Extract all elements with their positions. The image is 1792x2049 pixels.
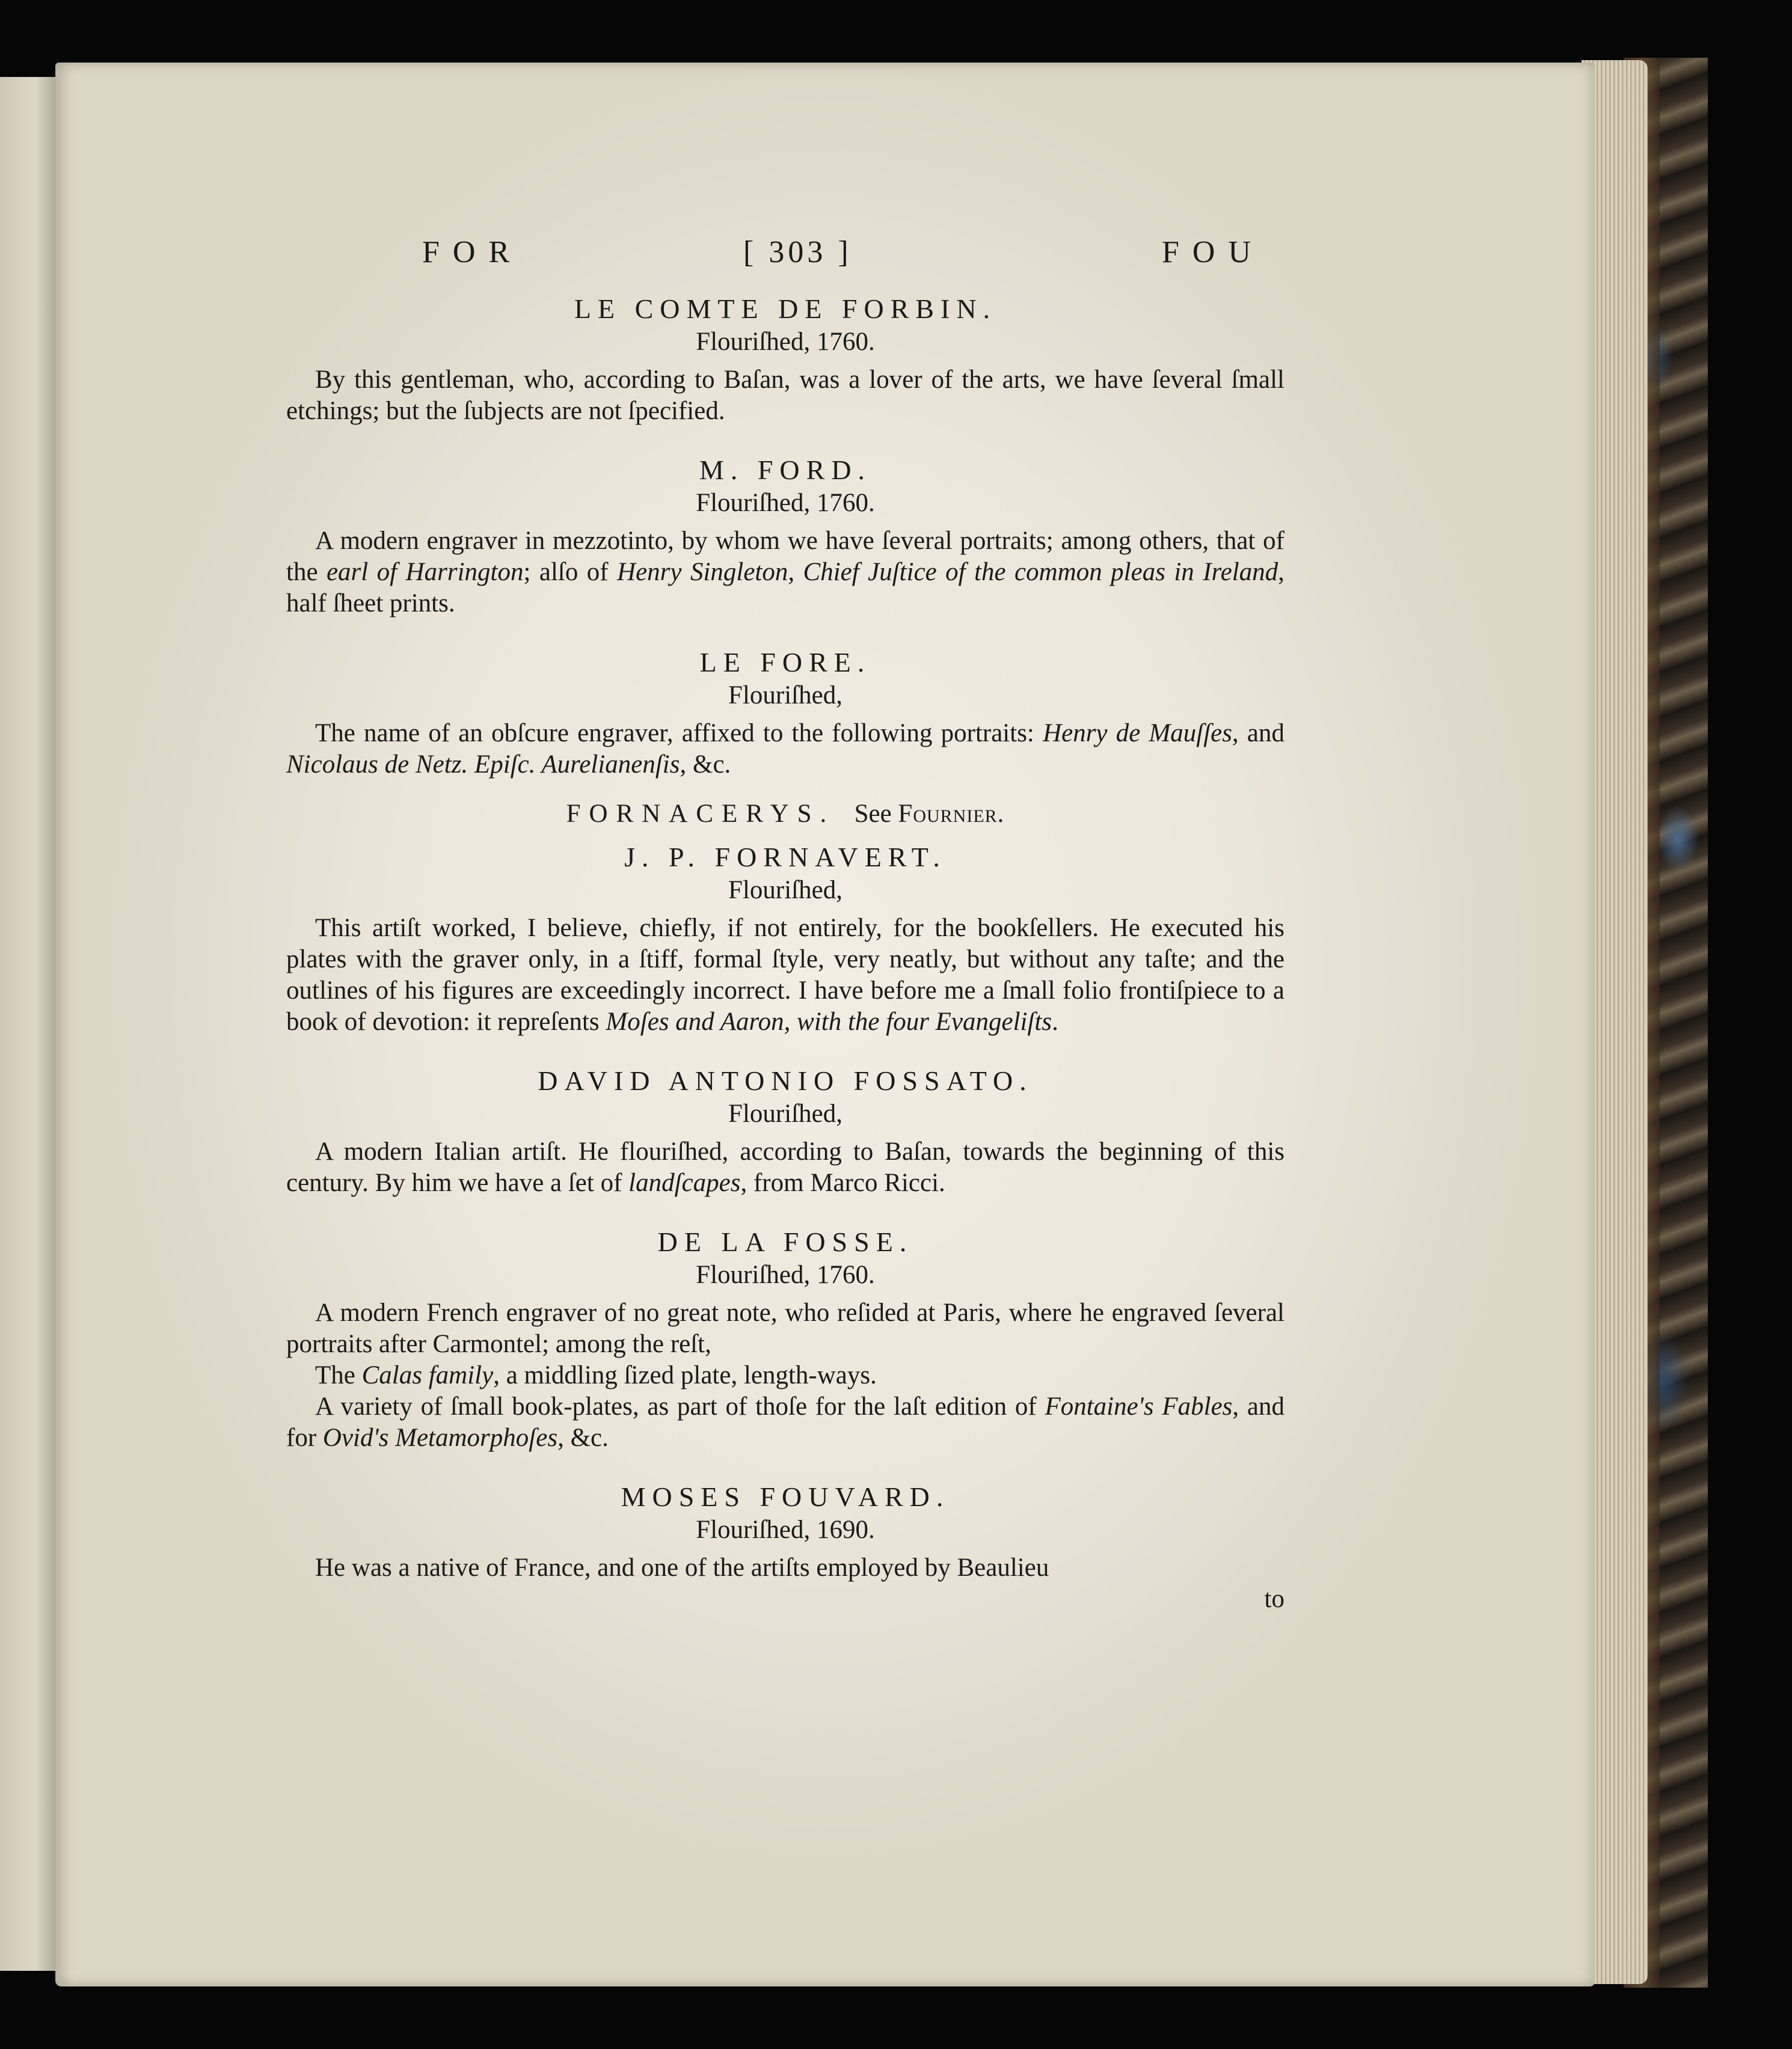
entry-text: A modern Italian artiſt. He flouriſhed, according to Baſan, towards the beginning of this century. By him we have a ſet of landſcapes, from Marco Ricci.: [286, 1138, 1284, 1197]
see-label: See: [854, 800, 892, 828]
facing-page-edge: [0, 77, 59, 1971]
entry-flourished: Flouriſhed,: [728, 876, 842, 904]
entry-heading: MOSES FOUVARD.: [621, 1481, 950, 1512]
entry-text-item: A variety of ſmall book-plates, as part of thoſe for the laſt edition of Fontaine's Fables, and for Ovid's Metamorphoſes, &c.: [286, 1392, 1284, 1452]
entry-fornavert: [286, 841, 1284, 1038]
entry-text: By this gentleman, who, according to Baſan, was a lover of the arts, we have ſeveral ſmall etchings; but the ſubjects are not ſpecified.: [286, 366, 1284, 425]
entry-text: A modern French engraver of no great note, who reſided at Paris, where he engraved ſeveral portraits after Carmontel; among the reſt,: [286, 1299, 1284, 1358]
entry-text: A modern engraver in mezzotinto, by whom we have ſeveral portraits; among others, that of the earl of Harrington; alſo of Henry Singleton, Chief Juſtice of the common pleas in Ireland, half ſheet prints.: [286, 527, 1284, 617]
entry-flourished: Flouriſhed, 1760.: [696, 1261, 875, 1289]
entry-flourished: Flouriſhed,: [728, 681, 842, 709]
entry-text: This artiſt worked, I believe, chiefly, if not entirely, for the bookſellers. He executed his plates with the graver only, in a ſtiff, formal ſtyle, very neatly, but without any taſte; and the outlines of his figures are exceedingly incorrect. I have before me a ſmall folio frontiſpiece to a book of devotion: it repreſents Moſes and Aaron, with the four Evangeliſts.: [286, 914, 1284, 1036]
running-head-left: FOR: [422, 235, 523, 269]
running-head-right: FOU: [1162, 235, 1265, 269]
entry-flourished: Flouriſhed, 1760.: [696, 489, 875, 517]
entry-fouvard: [286, 1480, 1284, 1615]
entry-flourished: Flouriſhed, 1690.: [696, 1516, 875, 1544]
entry-fornacerys: [286, 798, 1284, 830]
page-number: [ 303 ]: [743, 235, 852, 269]
book-page: [55, 63, 1595, 1986]
catchword: to: [1264, 1585, 1284, 1613]
entry-flourished: Flouriſhed, 1760.: [696, 328, 875, 356]
entry-forbin: [286, 292, 1284, 427]
entry-heading: FORNACERYS.: [566, 800, 835, 828]
entry-heading: J. P. FORNAVERT.: [624, 842, 947, 872]
entry-text: The name of an obſcure engraver, affixed to the following portraits: Henry de Mauſſes, and Nicolaus de Netz. Epiſc. Aurelianenſis, &c.: [286, 719, 1284, 779]
entry-le-fore: [286, 646, 1284, 780]
entry-de-la-fosse: [286, 1225, 1284, 1454]
entry-heading: DE LA FOSSE.: [657, 1227, 913, 1257]
entry-heading: M. FORD.: [699, 455, 872, 485]
entry-ford: [286, 453, 1284, 619]
entry-heading: LE FORE.: [699, 647, 871, 678]
running-head: [286, 231, 1284, 281]
see-target: Fournier.: [898, 800, 1005, 828]
entry-text: He was a native of France, and one of the artiſts employed by Beaulieu: [315, 1554, 1049, 1582]
entry-flourished: Flouriſhed,: [728, 1100, 842, 1128]
entry-heading: LE COMTE DE FORBIN.: [574, 293, 997, 324]
entry-text-item: The Calas family, a middling ſized plate, length-ways.: [315, 1361, 877, 1389]
entry-heading: DAVID ANTONIO FOSSATO.: [538, 1065, 1033, 1096]
entry-fossato: [286, 1064, 1284, 1199]
page-text-block: [286, 231, 1284, 1615]
